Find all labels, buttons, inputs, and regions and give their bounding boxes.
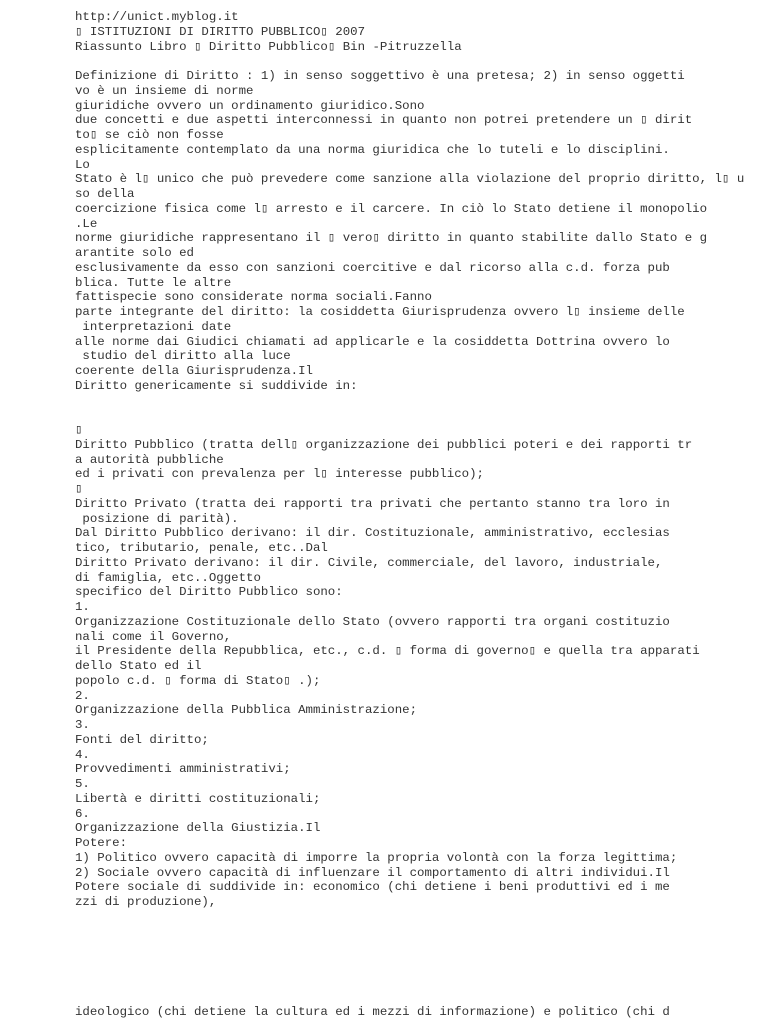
text-line: zzi di produzione),: [75, 895, 217, 909]
text-line: Potere:: [75, 836, 128, 850]
text-line: norme giuridiche rappresentano il ▯ vero▯ diritto in quanto stabilite dallo Stato e g: [75, 231, 708, 246]
document-page: [75, 10, 755, 1024]
text-line: Fonti del diritto;: [75, 732, 209, 747]
text-line: Riassunto Libro ▯ Diritto Pubblico▯ Bin -Pitruzzella: [75, 39, 462, 54]
text-line: 2) Sociale ovvero capacità di influenzare il comportamento di altri individui.Il: [75, 865, 670, 880]
text-line: Diritto Privato derivano: il dir. Civile, commerciale, del lavoro, industriale,: [75, 555, 663, 570]
document-text-body: [75, 10, 755, 910]
text-line: parte integrante del diritto: la cosiddetta Giurisprudenza ovvero l▯ insieme delle: [75, 305, 685, 319]
text-line: ▯ ISTITUZIONI DI DIRITTO PUBBLICO▯ 2007: [75, 24, 366, 39]
text-line: Libertà e diritti costituzionali;: [75, 791, 321, 806]
text-line: http://unict.myblog.it: [75, 10, 239, 24]
text-line: Organizzazione Costituzionale dello Stato (ovvero rapporti tra organi costituzio: [75, 614, 670, 629]
text-line: 5.: [75, 777, 90, 791]
text-line: coercizione fisica come l▯ arresto e il carcere. In ciò lo Stato detiene il monopolio: [75, 201, 708, 216]
text-line: nali come il Governo,: [75, 629, 232, 644]
text-line: 6.: [75, 806, 90, 821]
text-line: Diritto Privato (tratta dei rapporti tra privati che pertanto stanno tra loro in: [75, 496, 670, 511]
text-line: Lo: [75, 157, 90, 172]
text-line: Provvedimenti amministrativi;: [75, 762, 291, 777]
document-continuation-line: ideologico (chi detiene la cultura ed i mezzi di informazione) e politico (chi d: [75, 1005, 670, 1019]
text-line: coerente della Giurisprudenza.Il: [75, 364, 313, 378]
text-line: Organizzazione della Pubblica Amministrazione;: [75, 703, 418, 718]
text-line: Diritto genericamente si suddivide in:: [75, 378, 358, 393]
text-line: ▯: [75, 482, 83, 496]
text-line: arantite solo ed: [75, 246, 194, 260]
text-line: dello Stato ed il: [75, 659, 202, 673]
text-line: ed i privati con prevalenza per l▯ interesse pubblico);: [75, 467, 484, 482]
text-line: esplicitamente contemplato da una norma giuridica che lo tuteli e lo disciplini.: [75, 142, 670, 157]
text-line: Potere sociale di suddivide in: economico (chi detiene i beni produttivi ed i me: [75, 880, 670, 895]
text-line: popolo c.d. ▯ forma di Stato▯ .);: [75, 673, 321, 688]
text-line: Dal Diritto Pubblico derivano: il dir. Costituzionale, amministrativo, ecclesias: [75, 526, 670, 541]
text-line: specifico del Diritto Pubblico sono:: [75, 585, 343, 600]
text-line: .Le: [75, 216, 98, 231]
text-line: fattispecie sono considerate norma sociali.Fanno: [75, 290, 432, 305]
text-line: [75, 408, 755, 423]
text-line: esclusivamente da esso con sanzioni coercitive e dal ricorso alla c.d. forza pub: [75, 260, 670, 275]
text-line: giuridiche ovvero un ordinamento giuridico.Sono: [75, 98, 425, 113]
text-line: Definizione di Diritto : 1) in senso soggettivo è una pretesa; 2) in senso oggetti: [75, 69, 685, 83]
text-line: Stato è l▯ unico che può prevedere come sanzione alla violazione del proprio diritto, l▯ u: [75, 172, 745, 187]
text-line: 1) Politico ovvero capacità di imporre la propria volontà con la forza legittima;: [75, 850, 678, 865]
text-line: interpretazioni date: [75, 319, 232, 334]
text-line: posizione di parità).: [75, 511, 239, 526]
text-line: [75, 54, 755, 69]
text-line: to▯ se ciò non fosse: [75, 128, 224, 142]
text-line: Organizzazione della Giustizia.Il: [75, 821, 321, 836]
text-line: so della: [75, 187, 135, 201]
text-line: blica. Tutte le altre: [75, 275, 232, 290]
text-line: vo è un insieme di norme: [75, 83, 254, 98]
text-line: studio del diritto alla luce: [75, 349, 291, 364]
text-line: [75, 394, 755, 409]
text-line: Diritto Pubblico (tratta dell▯ organizzazione dei pubblici poteri e dei rapporti tr: [75, 437, 693, 452]
text-line: 4.: [75, 747, 90, 762]
text-line: ▯: [75, 423, 83, 437]
text-line: tico, tributario, penale, etc..Dal: [75, 541, 328, 555]
text-line: a autorità pubbliche: [75, 452, 224, 467]
text-line: il Presidente della Repubblica, etc., c.d. ▯ forma di governo▯ e quella tra apparati: [75, 644, 700, 659]
text-line: 1.: [75, 600, 90, 614]
text-line: 2.: [75, 688, 90, 703]
text-line: due concetti e due aspetti interconnessi in quanto non potrei pretendere un ▯ dirit: [75, 113, 693, 128]
text-line: di famiglia, etc..Oggetto: [75, 570, 261, 585]
text-line: 3.: [75, 718, 90, 732]
text-line: alle norme dai Giudici chiamati ad applicarle e la cosiddetta Dottrina ovvero lo: [75, 334, 670, 349]
